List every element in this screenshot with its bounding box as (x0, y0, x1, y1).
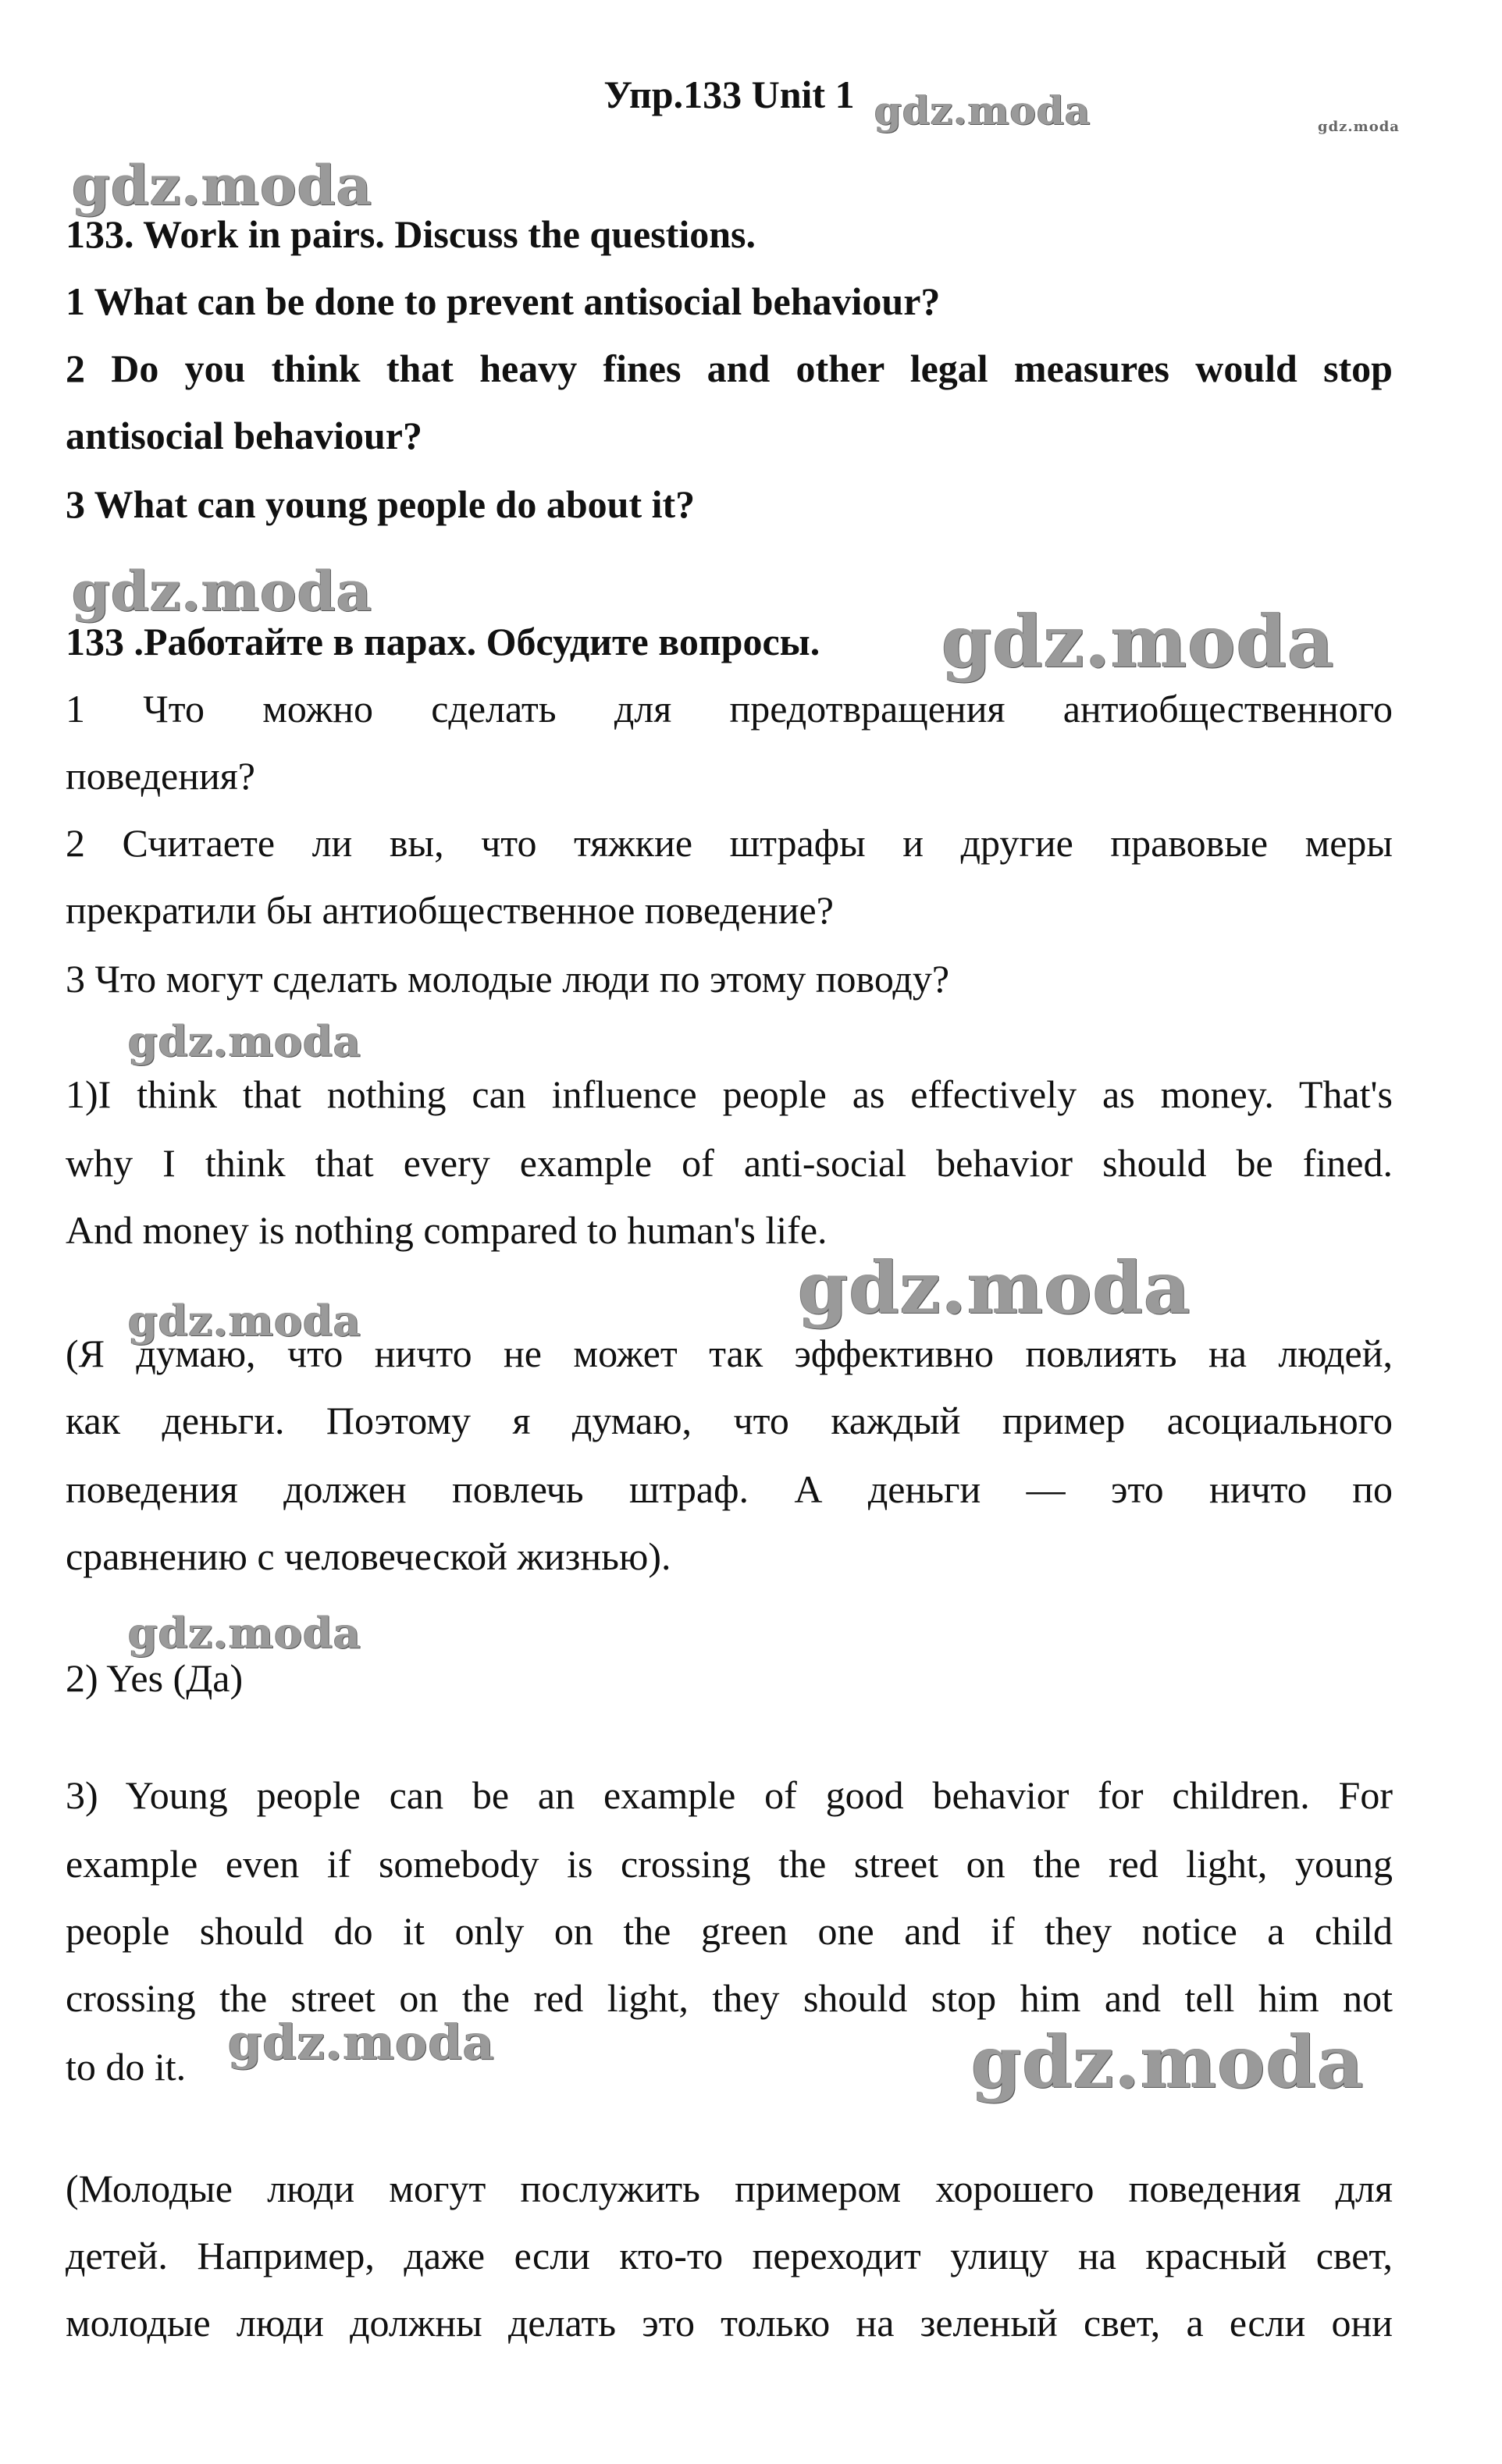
answer-2: 2) Yes (Да) (66, 1656, 244, 1700)
answer-1-ru-line: поведения должен повлечь штраф. А деньги — это ничто по (66, 1467, 1393, 1511)
answer-3-ru-line: детей. Например, даже если кто-то переходит улицу на красный свет, (66, 2234, 1393, 2277)
watermark: gdz.moda (128, 1296, 361, 1346)
task-en-heading: 133. Work in pairs. Discuss the questions. (66, 212, 756, 256)
answer-3-ru-line: молодые люди должны делать это только на зеленый свет, а если они (66, 2301, 1393, 2345)
page-title: Упр.133 Unit 1 (603, 73, 855, 116)
watermark: gdz.moda (971, 2020, 1365, 2104)
task-en-question-3: 3 What can young people do about it? (66, 482, 696, 526)
answer-1-ru-line: сравнению с человеческой жизнью). (66, 1534, 671, 1578)
task-ru-question-2-cont: прекратили бы антиобщественное поведение? (66, 888, 834, 932)
answer-3-en-line: example even if somebody is crossing the street on the red light, young (66, 1842, 1393, 1886)
task-en-question-1: 1 What can be done to prevent antisocial behaviour? (66, 279, 941, 323)
watermark: gdz.moda (874, 87, 1091, 133)
answer-3-en-line: 3) Young people can be an example of good behavior for children. For (66, 1773, 1393, 1817)
task-ru-heading: 133 .Работайте в парах. Обсудите вопросы. (66, 620, 820, 663)
answer-3-en-line: people should do it only on the green one and if they notice a child (66, 1909, 1393, 1953)
task-en-question-2: 2 Do you think that heavy fines and other legal measures would stop (66, 347, 1393, 390)
answer-3-en-line: crossing the street on the red light, they should stop him and tell him not (66, 1976, 1393, 2020)
task-ru-question-1-cont: поведения? (66, 754, 255, 798)
watermark: gdz.moda (128, 1016, 361, 1066)
answer-1-ru-line: как деньги. Поэтому я думаю, что каждый пример асоциального (66, 1399, 1393, 1442)
watermark-small: gdz.moda (1318, 119, 1400, 135)
answer-1-en-line: why I think that every example of anti-social behavior should be fined. (66, 1141, 1393, 1185)
watermark: gdz.moda (128, 1608, 361, 1658)
answer-3-en-line: to do it. (66, 2045, 187, 2089)
task-ru-question-2: 2 Считаете ли вы, что тяжкие штрафы и другие правовые меры (66, 821, 1393, 865)
answer-1-en-line: And money is nothing compared to human's life. (66, 1208, 828, 1252)
answer-1-en-line: 1)I think that nothing can influence people as effectively as money. That's (66, 1072, 1393, 1116)
task-ru-question-3: 3 Что могут сделать молодые люди по этому поводу? (66, 957, 950, 1001)
watermark: gdz.moda (228, 2014, 495, 2071)
watermark: gdz.moda (941, 599, 1335, 684)
answer-3-ru-line: (Молодые люди могут послужить примером хорошего поведения для (66, 2167, 1393, 2210)
watermark: gdz.moda (798, 1246, 1191, 1330)
watermark: gdz.moda (72, 559, 373, 624)
watermark: gdz.moda (72, 153, 373, 218)
task-ru-question-1: 1 Что можно сделать для предотвращения антиобщественного (66, 687, 1393, 731)
answer-1-ru-line: (Я думаю, что ничто не может так эффективно повлиять на людей, (66, 1332, 1393, 1375)
task-en-question-2-cont: antisocial behaviour? (66, 414, 422, 457)
